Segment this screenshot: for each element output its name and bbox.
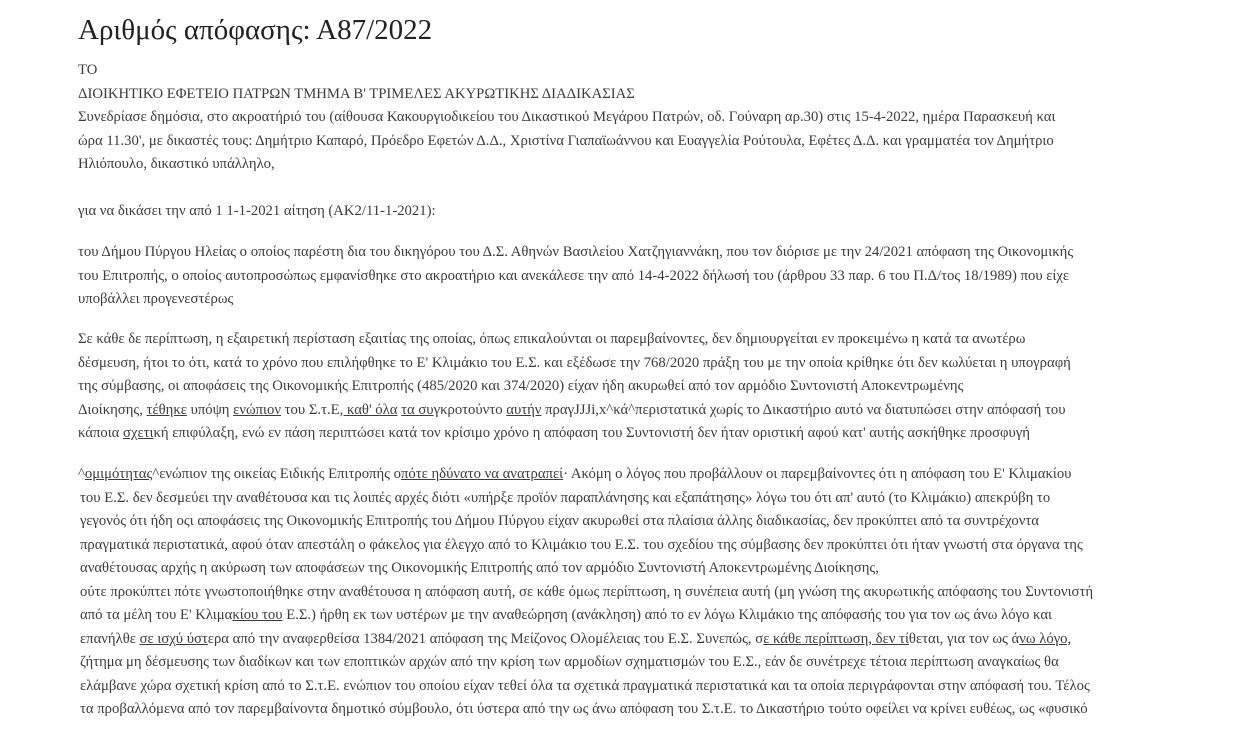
- underlined-text: ε κάθε περίπτωση, δεν τί: [763, 630, 909, 647]
- session-line: Ηλιόπουλο, δικαστικό υπάλληλο,: [78, 156, 275, 172]
- paragraph-line: ούτε προκύπτει πότε γνωστοποιήθηκε στην αναθέτουσα η απόφαση αυτή, σε κάθε όμως περίπτωση, η συνέπεια αυτή (μη γνώση της ακυρωτικής απόφασης του Συντονιστή: [80, 583, 1094, 600]
- court-header: [78, 59, 1240, 177]
- session-line: ώρα 11.30', με δικαστές τους: Δημήτριο Καπαρό, Πρόεδρο Εφετών Δ.Δ., Χριστίνα Γιαπαϊωάννου και Ευαγγελία Ρούτουλα, Εφέτες Δ.Δ. και γραμματέα τον Δημήτριο: [78, 132, 1054, 149]
- underlined-text: , καθ' όλα: [339, 401, 398, 418]
- underlined-text: σχετι: [123, 425, 154, 441]
- text-run: Διοίκησης,: [78, 401, 147, 418]
- text-run: ^: [78, 466, 85, 482]
- paragraph-line: Σε κάθε δε περίπτωση, η εξαιρετική περίσταση εξαιτίας της οποίας, όπως επικαλούνται οι παρεμβαίνοντες, δεν δημιουργείται εν προκειμένω η κατά τα ανωτέρω: [78, 331, 1026, 347]
- paragraph-line: ελάμβανε χώρα σχετική κρίση από το Σ.τ.Ε. ενώπιον του οποίου είχαν τεθεί όλα τα σχετικά πραγματικά περιστατικά και τα οποία περιγράφονται στην απόφασή του. Τέλος: [80, 677, 1090, 694]
- paragraph-line: [78, 604, 1240, 628]
- underlined-text: κίου του: [232, 607, 283, 623]
- paragraph-3: [78, 463, 1240, 722]
- underlined-text: ενώπιον: [233, 401, 281, 418]
- session-line: Συνεδρίασε δημόσια, στο ακροατήριό του (αίθουσα Κακουργιοδικείου του Δικαστικού Μεγάρου Πατρών, οδ. Γούναρη αρ.30) στις 15-4-2022, ημέρα Παρασκευή και: [78, 109, 1056, 125]
- underlined-text: πότε ηδύνατο να ανατραπεί: [400, 466, 564, 482]
- underlined-text: τα συ: [401, 401, 434, 418]
- paragraph-line: [78, 463, 1240, 487]
- case-line-block: [78, 200, 1240, 224]
- paragraph-line: του Επιτροπής, ο οποίος αυτοπροσώπως εμφανίσθηκε στο ακροατήριο και ανεκάλεσε την από 14-4-2022 δήλωσή του (άρθρου 33 παρ. 6 του Π.Δ/τος 18/1989) που είχε: [78, 267, 1070, 284]
- underlined-text: ομιμότητας: [84, 466, 153, 482]
- paragraph-line: δέσμευση, ήτοι το ότι, κατά το χρόνο που επιλήφθηκε το Ε' Κλιμάκιο του Ε.Σ. και εξέδωσε την 768/2020 πράξη του με την οποία κρίθηκε ότι δεν κωλύεται η υπογραφή: [78, 354, 1071, 371]
- underlined-text: τέθηκε: [146, 401, 187, 418]
- paragraph-line: [78, 422, 1240, 446]
- text-run: ^ενώπιον της οικείας Ειδικής Επιτροπής ο: [152, 466, 401, 482]
- paragraph-1: [78, 241, 1240, 312]
- paragraph-line: πραγματικά περιστατικά, αφού όταν απεστάλη ο φάκελος για έλεγχο από το Κλιμάκιο του Ε.Σ. του σχεδίου της σύμβασης δεν προκύπτει ότι ήταν γνωστή στα όργανα της: [80, 536, 1083, 553]
- text-run: επανήλθε: [80, 630, 140, 647]
- underlined-text: αυτήν: [506, 401, 542, 418]
- text-run: · Ακόμη ο λόγος που προβάλλουν οι παρεμβαίνοντες ότι η απόφαση του Ε' Κλιμακίου: [563, 466, 1072, 482]
- text-run: υπόψη: [186, 401, 234, 418]
- paragraph-line: [78, 399, 1240, 423]
- text-run: κάποια: [78, 425, 124, 441]
- case-line: για να δικάσει την από 1 1-1-2021 αίτηση (ΑΚ2/11-1-2021):: [78, 203, 436, 219]
- underlined-text: σε ισχύ ύστ: [139, 630, 208, 647]
- text-run: του Σ.τ.Ε: [280, 401, 340, 418]
- paragraph-line: τα προβαλλόμενα από τον παρεμβαίνοντα δημοτικό σύμβουλο, ότι ύστερα από την ως άνω απόφαση του Σ.τ.Ε. το Δικαστήριο τούτο οφείλει να κρίνει ευθέως, ως «φυσικό: [80, 701, 1088, 717]
- text-run: γκροτούντο: [433, 401, 507, 418]
- court-name: ΔΙΟΙΚΗΤΙΚΟ ΕΦΕΤΕΙΟ ΠΑΤΡΩΝ ΤΜΗΜΑ Β' ΤΡΙΜΕΛΕΣ ΑΚΥΡΩΤΙΚΗΣ ΔΙΑΔΙΚΑΣΙΑΣ: [78, 85, 635, 102]
- paragraph-2: [78, 328, 1240, 446]
- page-title: Αριθμός απόφασης: Α87/2022: [78, 14, 433, 46]
- paragraph-line: της σύμβασης, οι αποφάσεις της Οικονομικής Επιτροπής (485/2020 και 374/2020) είχαν ήδη ακυρωθεί από τον αρμόδιο Συντονιστή Αποκεντρωμένης: [78, 378, 964, 394]
- paragraph-line: αναθέτουσας αρχής η ακύρωση των αποφάσεων της Οικονομικής Επιτροπής από τον αρμόδιο Συντονιστή Αποκεντρωμένης Διοίκησης,: [80, 560, 879, 576]
- underlined-text: νω λόγο,: [1019, 630, 1072, 647]
- paragraph-line: ζήτημα μη δέσμευσης των διαδίκων και των εποπτικών αρχών από την κρίση των αρμοδίων σχηματισμών του Ε.Σ., εάν δε συνέτρεχε τέτοια περίπτωση αναγκαίως θα: [80, 654, 1059, 670]
- paragraph-line: γεγονός ότι ήδη οςι αποφάσεις της Οικονομικής Επιτροπής του Δήμου Πύργου είχαν ακυρωθεί στα πλαίσια άλλης διαδικασίας, δεν προκύπτει από τα συντρέχοντα: [80, 513, 1039, 529]
- text-run: πραγJJJi,x^κά^περιστατικά χωρίς το Δικαστήριο αυτό να διατυπώσει στην απόφασή του: [541, 401, 1066, 418]
- text-run: θεται, για τον ως ά: [908, 630, 1020, 647]
- paragraph-line: υποβάλλει προγενεστέρως: [78, 291, 234, 307]
- text-run: από τα μέλη του Ε' Κλιμα: [80, 607, 233, 623]
- text-run: κή επιφύλαξη, ενώ εν πάση περιπτώσει κατά τον κρίσιμο χρόνο η απόφαση του Συντονιστή δεν ήταν οριστική αφού κατ' αυτής ασκήθηκε προσφυγή: [153, 425, 1030, 441]
- paragraph-line: του Ε.Σ. δεν δεσμεύει την αναθέτουσα και τις λοιπές αρχές διότι «υπήρξε προϊόν παραπλάνησης και εξαπάτησης» λόγω του ότι απ' αυτό (το Κλιμάκιο) απεκρύβη το: [80, 489, 1051, 506]
- text-run: Ε.Σ.) ήρθη εκ των υστέρων με την αναθεώρηση (ανάκληση) από το εν λόγω Κλιμάκιο της απόφασής του για τον ως άνω λόγο και: [282, 607, 1052, 623]
- text-run: ερα από την αναφερθείσα 1384/2021 απόφαση της Μείζονος Ολομέλειας του Ε.Σ. Συνεπώς, σ: [207, 630, 764, 647]
- paragraph-line: [78, 628, 1240, 652]
- court-intro: ΤΟ: [78, 62, 98, 78]
- paragraph-line: του Δήμου Πύργου Ηλείας ο οποίος παρέστη δια του δικηγόρου του Δ.Σ. Αθηνών Βασιλείου Χατζηγιαννάκη, που τον διόρισε με την 24/2021 απόφαση της Οικονομικής: [78, 244, 1074, 260]
